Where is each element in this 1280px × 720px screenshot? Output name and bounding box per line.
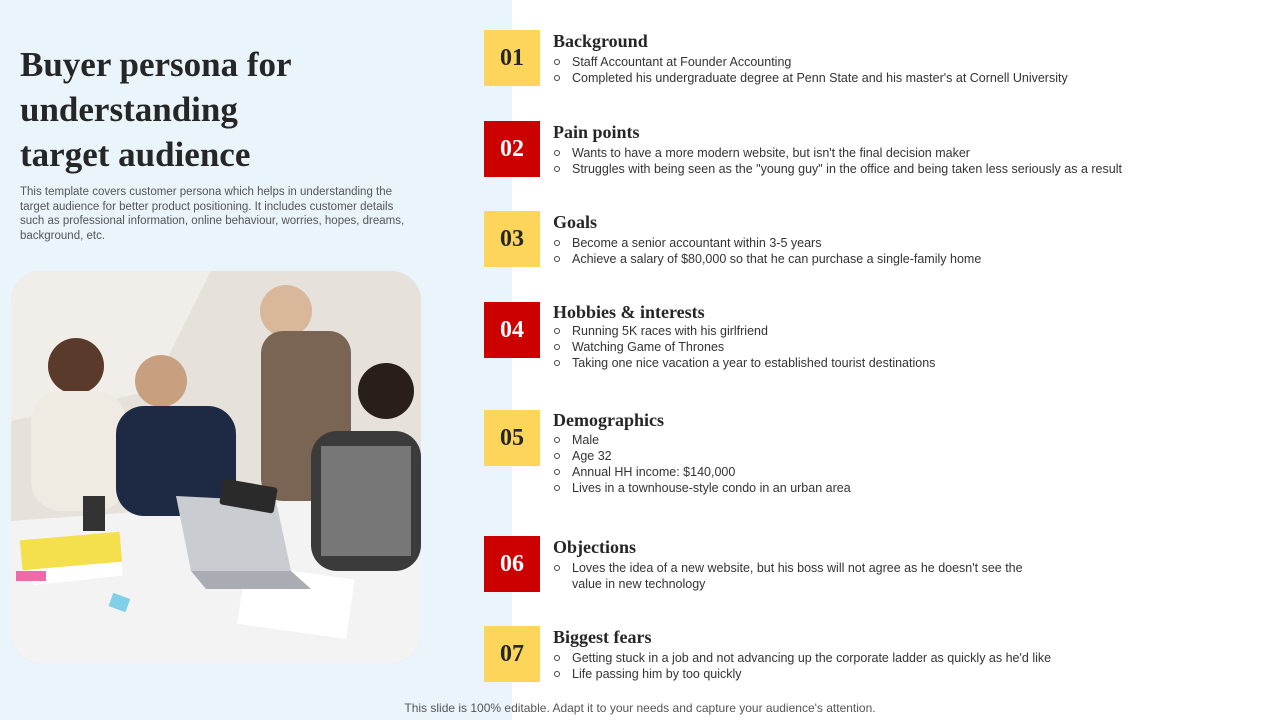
section-number-badge: 05 xyxy=(484,410,540,466)
bullet-list xyxy=(553,235,1243,267)
bullet-item: Staff Accountant at Founder Accounting xyxy=(553,54,1243,70)
section-title: Demographics xyxy=(553,410,664,430)
section-title: Pain points xyxy=(553,122,640,142)
bullet-item: Annual HH income: $140,000 xyxy=(553,464,1243,480)
slide-footer: This slide is 100% editable. Adapt it to your needs and capture your audience's attention. xyxy=(404,701,876,715)
bullet-item: Achieve a salary of $80,000 so that he can purchase a single-family home xyxy=(553,251,1243,267)
section-number-badge: 02 xyxy=(484,121,540,177)
bullet-list xyxy=(553,432,1243,496)
section-title: Objections xyxy=(553,537,636,557)
section-number-badge: 06 xyxy=(484,536,540,592)
section-title: Background xyxy=(553,31,648,51)
bullet-item: Lives in a townhouse-style condo in an urban area xyxy=(553,480,1243,496)
bullet-list xyxy=(553,650,1243,682)
bullet-list xyxy=(553,145,1243,177)
section-title: Biggest fears xyxy=(553,627,652,647)
bullet-list xyxy=(553,323,1243,371)
bullet-item: Life passing him by too quickly xyxy=(553,666,1243,682)
bullet-list xyxy=(553,54,1243,86)
bullet-item: Loves the idea of a new website, but his boss will not agree as he doesn't see the value in new technology xyxy=(553,560,1053,592)
slide-description: This template covers customer persona which helps in understanding the target audience for better product positioning. It includes customer details such as professional information, online behaviour, worries, hopes, dreams, background, etc. xyxy=(20,186,405,242)
bullet-item: Running 5K races with his girlfriend xyxy=(553,323,1243,339)
bullet-item: Completed his undergraduate degree at Penn State and his master's at Cornell University xyxy=(553,70,1243,86)
bullet-item: Become a senior accountant within 3-5 years xyxy=(553,235,1243,251)
section-number-badge: 01 xyxy=(484,30,540,86)
bullet-item: Struggles with being seen as the "young guy" in the office and being taken less seriously as a result xyxy=(553,161,1243,177)
section-number-badge: 07 xyxy=(484,626,540,682)
bullet-item: Watching Game of Thrones xyxy=(553,339,1243,355)
slide-title: Buyer persona for understanding target audience xyxy=(20,45,292,174)
photo-illustration xyxy=(11,271,421,663)
bullet-item: Male xyxy=(553,432,1243,448)
section-title: Hobbies & interests xyxy=(553,302,705,322)
section-number-badge: 04 xyxy=(484,302,540,358)
bullet-item: Taking one nice vacation a year to established tourist destinations xyxy=(553,355,1243,371)
bullet-item: Age 32 xyxy=(553,448,1243,464)
section-number-badge: 03 xyxy=(484,211,540,267)
bullet-item: Wants to have a more modern website, but isn't the final decision maker xyxy=(553,145,1243,161)
team-meeting-photo xyxy=(11,271,421,663)
bullet-list xyxy=(553,560,1053,592)
bullet-item: Getting stuck in a job and not advancing up the corporate ladder as quickly as he'd like xyxy=(553,650,1243,666)
section-title: Goals xyxy=(553,212,598,232)
